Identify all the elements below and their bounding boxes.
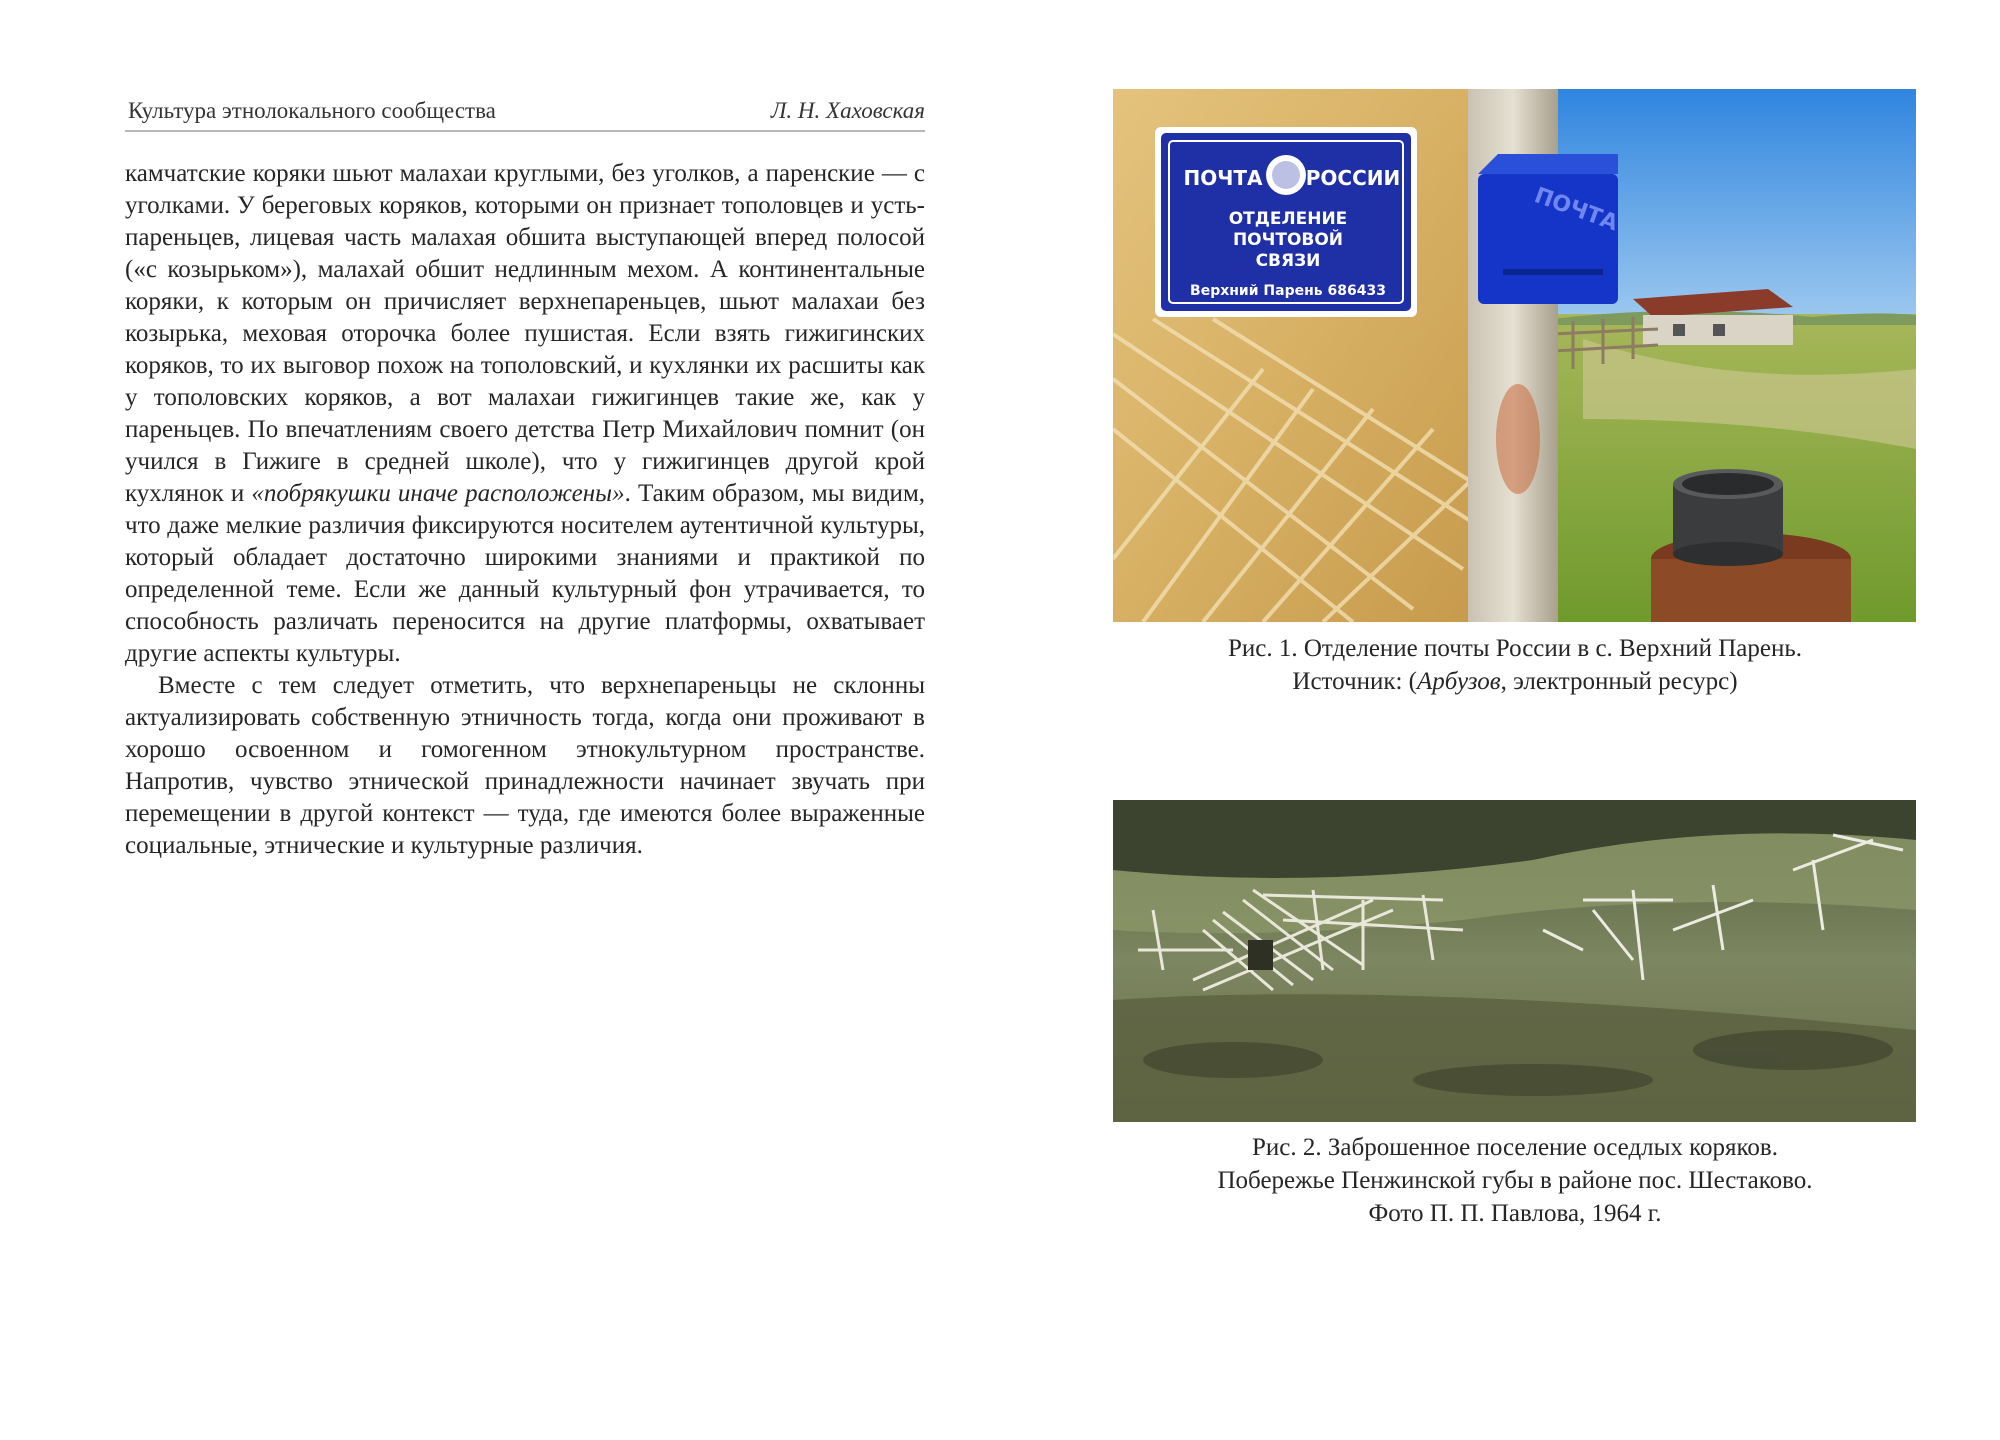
right-page xyxy=(1000,0,2000,1440)
mailbox-text: ПОЧТА xyxy=(1530,183,1622,237)
figure-2-caption-line-2: Побережье Пенжинской губы в районе пос. Шестаково. xyxy=(1217,1167,1813,1194)
caption-source-prefix: Источник: ( xyxy=(1292,668,1418,695)
paragraph-1-part-2: . Таким образом, мы видим, что даже мелкие различия фиксируются носителем аутентичной культуры, который обладает достаточно широкими знаниями и практикой по определенной теме. Если же данный культурный фон утрачивается, то способность различать переносится на другие платформы, охватывает другие аспекты культуры. xyxy=(125,480,926,667)
paragraph-1-part-1: камчатские коряки шьют малахаи круглыми, без уголков, а паренские — с уголками. У береговых коряков, которыми он признает тополовцев и усть-пареньцев, лицевая часть малахая обшита выступающей вперед полосой («с козырьком»), малахай обшит недлинным мехом. А континентальные коряки, к которым он причисляет верхнепареньцев, шьют малахаи без козырька, меховая оторочка более пушистая. Если взять гижигинских коряков, то их выговор похож на тополовский, и кухлянки их расшиты как у тополовских коряков, а вот малахаи гижигинцев такие же, как у пареньцев. По впечатлениям своего детства Петр Михайлович помнит (он учился в Гижиге в средней школе), что у гижигинцев другой крой кухлянок и xyxy=(125,160,925,507)
sign-line-3: СВЯЗИ xyxy=(1255,251,1321,271)
paragraph-1 xyxy=(125,158,925,670)
figure-1-photo xyxy=(1113,89,1916,622)
figure-2-caption xyxy=(1060,1131,1970,1230)
running-head-title: Культура этнолокального сообщества xyxy=(128,98,496,123)
figure-2-caption-line-3: Фото П. П. Павлова, 1964 г. xyxy=(1368,1200,1662,1227)
caption-source-suffix: , электронный ресурс) xyxy=(1500,668,1738,695)
figure-1-caption-line-2 xyxy=(1060,665,1970,698)
figure-1-caption xyxy=(1060,632,1970,698)
sign-russia-text: РОССИИ xyxy=(1305,166,1401,190)
post-office-photo xyxy=(1113,89,1916,622)
sign-place: Верхний Парень 686433 xyxy=(1190,283,1386,299)
caption-source-author: Арбузов xyxy=(1417,668,1501,695)
sign-post-text: ПОЧТА xyxy=(1183,166,1263,190)
paragraph-1-quote: «побрякушки иначе расположены» xyxy=(251,480,625,507)
figure-2-caption-line-1: Рис. 2. Заброшенное поселение оседлых коряков. xyxy=(1252,1134,1778,1161)
body-text xyxy=(125,158,925,862)
abandoned-settlement-photo xyxy=(1113,800,1916,1122)
running-head-author: Л. Н. Хаховская xyxy=(770,98,925,123)
sign-line-1: ОТДЕЛЕНИЕ xyxy=(1228,209,1348,229)
figure-2-photo xyxy=(1113,800,1916,1122)
running-head xyxy=(125,96,925,132)
paragraph-2: Вместе с тем следует отметить, что верхнепареньцы не склонны актуализировать собственную этничность тогда, когда они проживают в хорошо освоенном и гомогенном этнокультурном пространстве. Напротив, чувство этнической принадлежности начинает звучать при перемещении в другой контекст — туда, где имеются более выраженные социальные, этнические и культурные различия. xyxy=(125,672,925,859)
sign-line-2: ПОЧТОВОЙ xyxy=(1232,230,1344,250)
figure-1-caption-line-1: Рис. 1. Отделение почты России в с. Верхний Парень. xyxy=(1228,635,1802,662)
